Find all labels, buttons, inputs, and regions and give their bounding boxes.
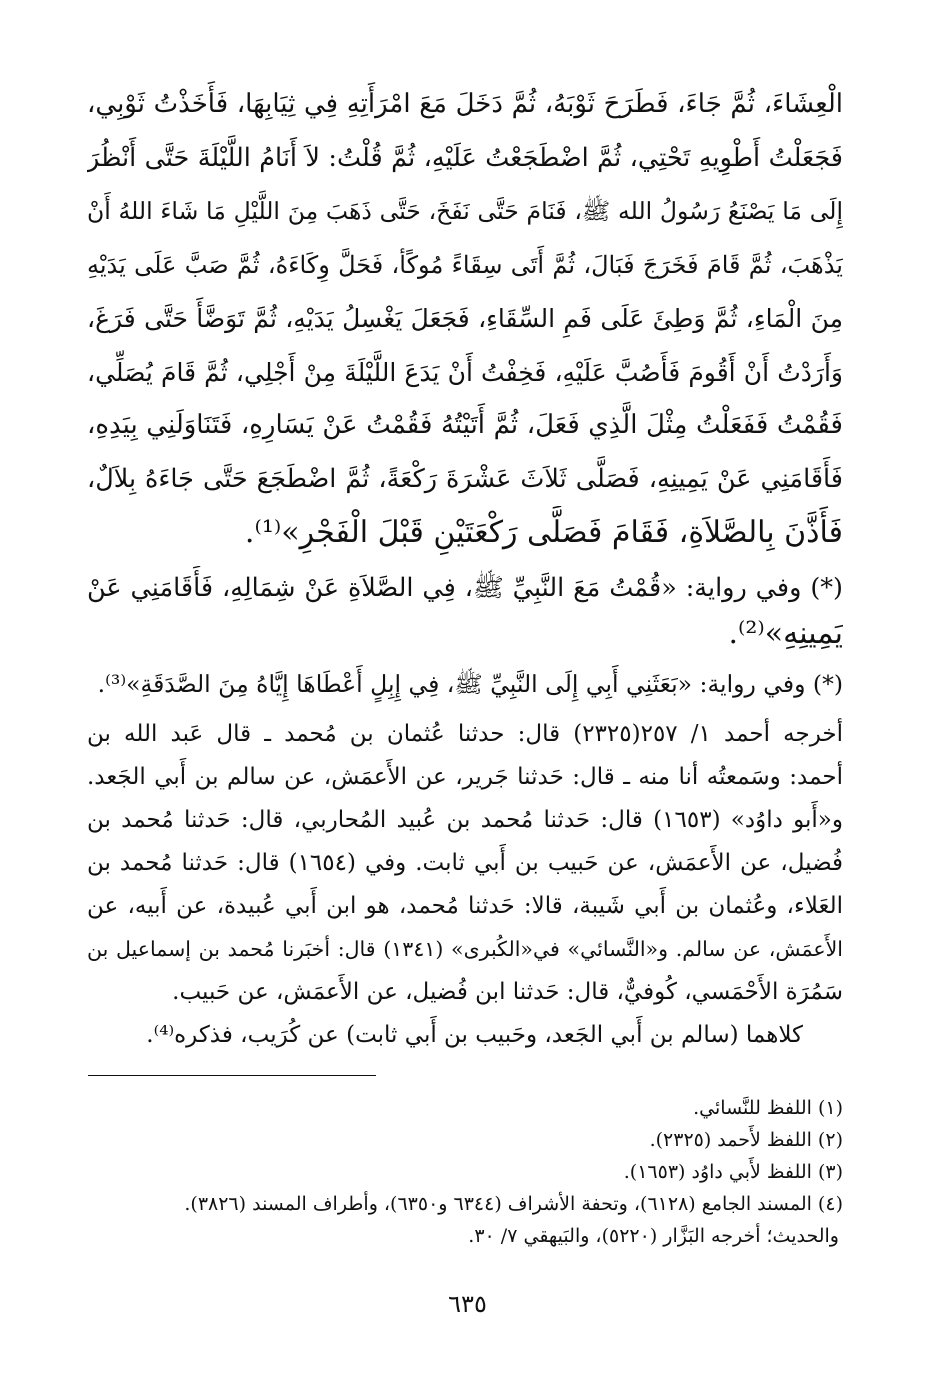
takhrij-line: أحمد: وسَمعتُه أنا منه ـ قال: حَدثنا جَرير، عن الأَعمَش، عن سالم بن أَبي الجَعد. [87, 763, 843, 790]
main-text [87, 78, 843, 1057]
hadith-line: فَقُمْتُ فَفَعَلْتُ مِثْلَ الَّذِي فَعَلَ، ثُمَّ أَتَيْتُهُ فَقُمْتُ عَنْ يَسَارِهِ، فَتَنَاوَلَنِي بِيَدِهِ، [87, 410, 843, 440]
footnote-item: (١) اللفظ للنَّسائي. [693, 1097, 843, 1119]
takhrij-text [87, 713, 843, 1057]
footnote-item: والحديث؛ أخرجه البَزَّار (٥٢٢٠)، والبَيهقي ٧/ ٣٠. [468, 1225, 839, 1247]
hadith-line: فَأَقَامَنِي عَنْ يَمِينِهِ، فَصَلَّى ثَلاَثَ عَشْرَةَ رَكْعَةً، ثُمَّ اضْطَجَعَ حَتَّى جَاءَهُ بِلاَلٌ، [87, 463, 843, 494]
takhrij-line: كلاهما (سالم بن أَبي الجَعد، وحَبيب بن أَبي ثابت) عن كُرَيب، فذكره⁽⁴⁾. [146, 1021, 803, 1048]
takhrij-line: و«أَبو داوُد» (١٦٥٣) قال: حَدثنا مُحمد بن عُبيد المُحاربي، قال: حَدثنا مُحمد بن [87, 806, 843, 833]
riwaya-1 [87, 566, 843, 656]
takhrij-line: أخرجه أحمد ١/ ٢٥٧(٢٣٢٥) قال: حدثنا عُثمان بن مُحمد ـ قال عَبد الله بن [87, 720, 843, 747]
hadith-line: إِلَى مَا يَصْنَعُ رَسُولُ الله ﷺ، فَنَامَ حَتَّى نَفَخَ، حَتَّى ذَهَبَ مِنَ اللَّيْلِ مَا شَاءَ اللهُ أَنْ [87, 197, 843, 225]
footnotes [87, 1092, 843, 1252]
footnote-item: (٤) المسند الجامع (٦١٢٨)، وتحفة الأشراف (٦٣٤٤ و٦٣٥٠)، وأطراف المسند (٣٨٢٦). [184, 1193, 843, 1215]
hadith-line: فَجَعَلْتُ أَطْوِيهِ تَحْتِي، ثُمَّ اضْطَجَعْتُ عَلَيْهِ، ثُمَّ قُلْتُ: لاَ أَنَامُ اللَّيْلَةَ حَتَّى أَنْظُرَ [87, 142, 843, 173]
takhrij-line: سَمُرَة الأَحْمَسي، كُوفيٌّ، قال: حَدثنا ابن فُضيل، عن الأَعمَش، عن حَبيب. [172, 978, 843, 1005]
takhrij-line: فُضيل، عن الأَعمَش، عن حَبيب بن أَبي ثابت. وفي (١٦٥٤) قال: حَدثنا مُحمد بن [87, 849, 843, 876]
riwaya-line: يَمِينِهِ»⁽²⁾. [728, 615, 843, 651]
hadith-line: مِنَ الْمَاءِ، ثُمَّ وَطِئَ عَلَى فَمِ السِّقَاءِ، فَجَعَلَ يَغْسِلُ يَدَيْهِ، ثُمَّ تَوَضَّأَ حَتَّى فَرَغَ، [87, 304, 843, 333]
hadith-line: وَأَرَدْتُ أَنْ أَقُومَ فَأَصُبَّ عَلَيْهِ، فَخِفْتُ أَنْ يَدَعَ اللَّيْلَةَ مِنْ أَجْلِي، ثُمَّ قَامَ يُصَلِّي، [87, 357, 843, 387]
riwaya-2 [87, 662, 843, 707]
footnote-divider [88, 1075, 376, 1076]
riwaya-line: (*) وفي رواية: «قُمْتُ مَعَ النَّبِيِّ ﷺ، فِي الصَّلاَةِ عَنْ شِمَالِهِ، فَأَقَامَنِي عَنْ [87, 572, 843, 603]
page-number: ٦٣٥ [448, 1290, 487, 1318]
hadith-line: يَذْهَبَ، ثُمَّ قَامَ فَخَرَجَ فَبَالَ، ثُمَّ أَتَى سِقَاءً مُوكًأ، فَحَلَّ وِكَاءَهُ، ثُمَّ صَبَّ عَلَى يَدَيْهِ [87, 250, 843, 279]
hadith-line: فَأَذَّنَ بِالصَّلاَةِ، فَقَامَ فَصَلَّى رَكْعَتَيْنِ قَبْلَ الْفَجْرِ»⁽¹⁾. [244, 515, 843, 550]
footnote-item: (٢) اللفظ لأَحمد (٢٣٢٥). [649, 1129, 843, 1151]
hadith-line: الْعِشَاءَ، ثُمَّ جَاءَ، فَطَرَحَ ثَوْبَهُ، ثُمَّ دَخَلَ مَعَ امْرَأَتِهِ فِي ثِيَابِهَا، فَأَخَذْتُ ثَوْبِي، [87, 89, 843, 119]
takhrij-line: العَلاء، وعُثمان بن أَبي شَيبة، قالا: حَدثنا مُحمد، هو ابن أَبي عُبيدة، عن أَبيه، عن [87, 892, 843, 919]
footnote-item: (٣) اللفظ لأَبي داوُد (١٦٥٣). [623, 1161, 843, 1183]
takhrij-line: الأَعمَش، عن سالم. و«النَّسائي» في«الكُبرى» (١٣٤١) قال: أخبَرنا مُحمد بن إسماعيل بن [87, 936, 843, 961]
riwaya-line: (*) وفي رواية: «بَعَثَنِي أَبِي إِلَى النَّبِيِّ ﷺ، فِي إِبِلٍ أَعْطَاهَا إِيَّاهُ مِنَ الصَّدَقَةِ»⁽³⁾. [97, 669, 843, 698]
hadith-text [87, 78, 843, 560]
